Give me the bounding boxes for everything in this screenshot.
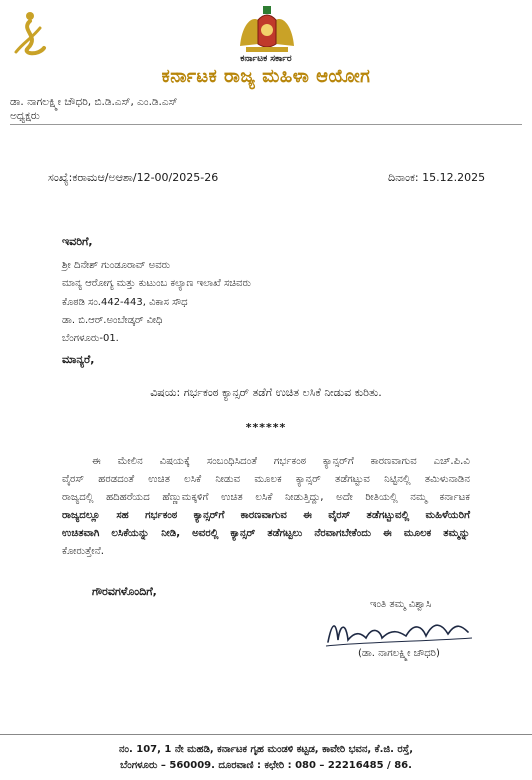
body-line: ರಾಜ್ಯದಲ್ಲಿ ಹದಿಹರೆಯದ ಹೆಣ್ಣುಮಕ್ಕಳಿಗೆ ಉಚಿತ ಲಸಿಕೆ ನೀಡುತ್ತಿದ್ದು, ಅದೇ ರೀತಿಯಲ್ಲಿ ನಮ್ಮ ಕರ್ನಾಟಕ bbox=[62, 492, 470, 503]
body-line: ಉಚಿತವಾಗಿ ಲಸಿಕೆಯನ್ನು ನೀಡಿ, ಅವರಲ್ಲಿ ಕ್ಯಾನ್ಸರ್ ತಡೆಗಟ್ಟಲು ನೆರವಾಗಬೇಕೆಂದು ಈ ಮೂಲಕ ತಮ್ಮನ್ನು bbox=[62, 528, 470, 539]
recipient-line: ಕೊಠಡಿ ಸಂ.442-443, ವಿಕಾಸ ಸೌಧ bbox=[62, 297, 188, 308]
signer-name: (ಡಾ. ನಾಗಲಕ್ಷ್ಮೀ ಚೌಧರಿ) bbox=[358, 648, 440, 659]
subject-line: ವಿಷಯ: ಗರ್ಭಕಂಠ ಕ್ಯಾನ್ಸರ್ ತಡೆಗೆ ಉಚಿತ ಲಸಿಕೆ ನೀಡುವ ಕುರಿತು. bbox=[150, 386, 382, 399]
body-line: ಕೋರುತ್ತೇನೆ. bbox=[62, 546, 104, 557]
chairperson-role: ಅಧ್ಯಕ್ಷರು bbox=[10, 110, 40, 122]
footer-divider bbox=[0, 734, 532, 735]
body-line: ರಾಜ್ಯದಲ್ಲೂ ಸಹ ಗರ್ಭಕಂಠ ಕ್ಯಾನ್ಸರ್‌ಗೆ ಕಾರಣವಾಗುವ ಈ ವೈರಸ್ ತಡೆಗಟ್ಟುವಲ್ಲಿ ಮಹಿಳೆಯರಿಗೆ bbox=[62, 510, 470, 521]
state-emblem-icon bbox=[236, 4, 298, 54]
body-line: ವೈರಸ್ ಹರಡದಂತೆ ಉಚಿತ ಲಸಿಕೆ ನೀಡುವ ಮೂಲಕ ಕ್ಯಾನ್ಸರ್ ತಡೆಗಟ್ಟುವ ನಿಟ್ಟಿನಲ್ಲಿ ತಮಿಳುನಾಡಿನ bbox=[62, 474, 470, 485]
womens-commission-logo-icon bbox=[10, 8, 50, 60]
recipient-line: ಡಾ. ಬಿ.ಆರ್.ಅಂಬೇಡ್ಕರ್ ವೀಧಿ bbox=[62, 315, 163, 326]
footer-contact: ಬೆಂಗಳೂರು – 560009. ದೂರವಾಣಿ : ಕಛೇರಿ : 080 – 22216485 / 86. bbox=[120, 760, 412, 771]
yours-faithfully: ಇಂತಿ ತಮ್ಮ ವಿಶ್ವಾಸಿ bbox=[370, 599, 432, 610]
signature bbox=[322, 612, 482, 652]
reference-number: ಸಂಖ್ಯೆ:ಕರಾಮಆ/ಅಆಶಾ/12-00/2025-26 bbox=[48, 171, 219, 184]
recipient-line: ಬೆಂಗಳೂರು-01. bbox=[62, 333, 119, 344]
recipient-line: ಮಾನ್ಯ ಆರೋಗ್ಯ ಮತ್ತು ಕುಟುಂಬ ಕಲ್ಯಾಣ ಇಲಾಖೆ ಸಚಿವರು bbox=[62, 278, 251, 289]
chairperson-name: ಡಾ. ನಾಗಲಕ್ಷ್ಮೀ ಚೌಧರಿ, ಬಿ.ಡಿ.ಎಸ್, ಎಂ.ಡಿ.ಎಸ್ bbox=[10, 96, 178, 108]
separator: ****** bbox=[245, 421, 287, 434]
recipient-line: ಶ್ರೀ ದಿನೇಶ್ ಗುಂಡೂರಾವ್ ಅವರು bbox=[62, 260, 171, 271]
salutation: ಮಾನ್ಯರೆ, bbox=[62, 353, 95, 366]
government-line: ಕರ್ನಾಟಕ ಸರ್ಕಾರ bbox=[240, 54, 292, 64]
footer-address: ನಂ. 107, 1 ನೇ ಮಹಡಿ, ಕರ್ನಾಟಕ ಗೃಹ ಮಂಡಳಿ ಕಟ್ಟಡ, ಕಾವೇರಿ ಭವನ, ಕೆ.ಜಿ. ರಸ್ತೆ, bbox=[118, 744, 414, 755]
header-divider bbox=[10, 124, 522, 125]
closing: ಗೌರವಗಳೊಂದಿಗೆ, bbox=[92, 585, 157, 598]
body-line: ಈ ಮೇಲಿನ ವಿಷಯಕ್ಕೆ ಸಂಬಂಧಿಸಿದಂತೆ ಗರ್ಭಕಂಠ ಕ್ಯಾನ್ಸರ್‌ಗೆ ಕಾರಣವಾಗುವ ಎಚ್.ಪಿ.ವಿ bbox=[92, 456, 470, 467]
letter-date: ದಿನಾಂಕ: 15.12.2025 bbox=[388, 171, 486, 184]
recipient-label: ಇವರಿಗೆ, bbox=[62, 235, 93, 248]
organization-title: ಕರ್ನಾಟಕ ರಾಜ್ಯ ಮಹಿಳಾ ಆಯೋಗ bbox=[161, 66, 371, 87]
